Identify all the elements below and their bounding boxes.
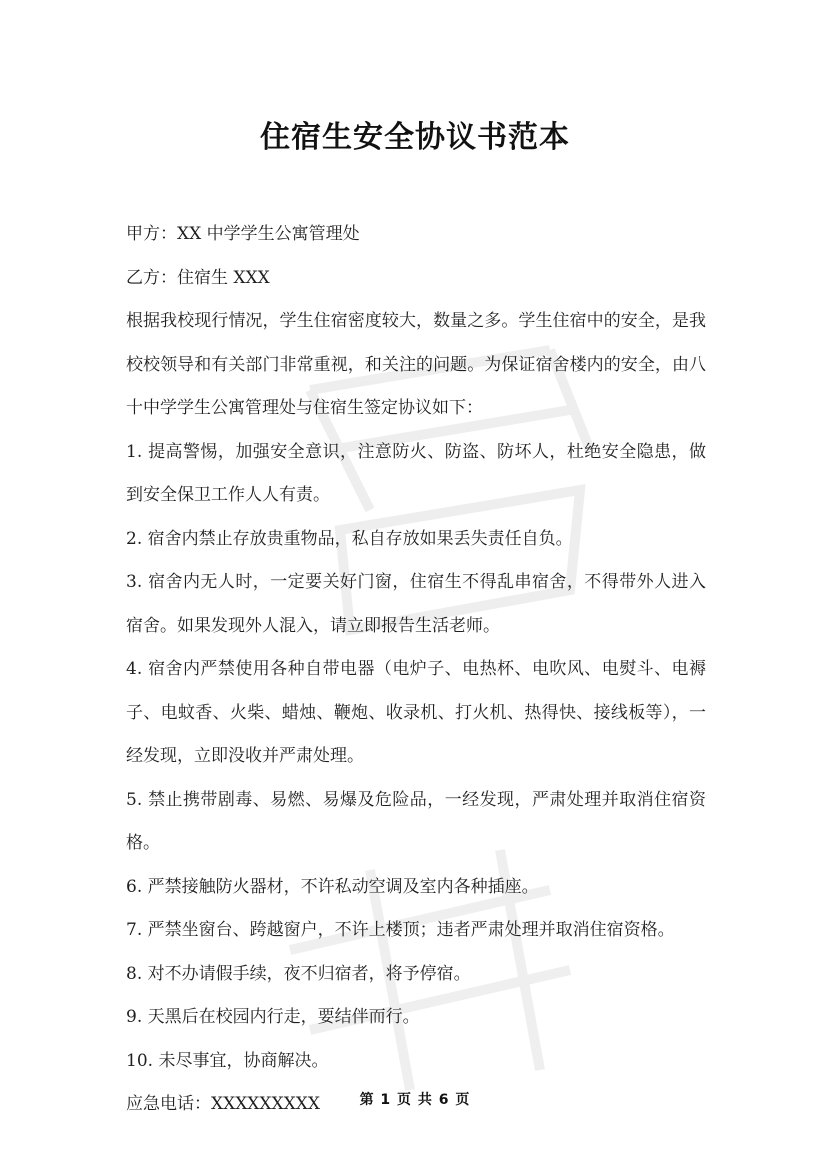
clause-8: 8. 对不办请假手续，夜不归宿者，将予停宿。 xyxy=(126,963,471,984)
clause-5: 5. 禁止携带剧毒、易燃、易爆及危险品，一经发现，严肃处理并取消住宿资格。 xyxy=(126,789,706,853)
clause-10: 10. 未尽事宜，协商解决。 xyxy=(126,1050,329,1071)
document-body xyxy=(126,213,706,1127)
page-number-footer: 第 1 页 共 6 页 xyxy=(359,1092,471,1108)
party-b-line: 乙方：住宿生 XXX xyxy=(126,267,270,288)
clause-1: 1. 提高警惕，加强安全意识，注意防火、防盗、防坏人，杜绝安全隐患，做到安全保卫工作人人有责。 xyxy=(126,441,706,505)
clause-3: 3. 宿舍内无人时，一定要关好门窗，住宿生不得乱串宿舍，不得带外人进入宿舍。如果发现外人混入，请立即报告生活老师。 xyxy=(126,572,706,636)
intro-paragraph: 根据我校现行情况，学生住宿密度较大，数量之多。学生住宿中的安全，是我校校领导和有关部门非常重视，和关注的问题。为保证宿舍楼内的安全，由八十中学学生公寓管理处与住宿生签定协议如下： xyxy=(126,311,706,418)
document-title: 住宿生安全协议书范本 xyxy=(260,120,570,155)
emergency-phone-line: 应急电话：XXXXXXXXX xyxy=(126,1094,320,1114)
clause-6: 6. 严禁接触防火器材，不许私动空调及室内各种插座。 xyxy=(126,876,539,897)
clause-7: 7. 严禁坐窗台、跨越窗户，不许上楼顶；违者严肃处理并取消住宿资格。 xyxy=(126,920,675,940)
clause-2: 2. 宿舍内禁止存放贵重物品，私自存放如果丢失责任自负。 xyxy=(126,528,573,549)
clause-4: 4. 宿舍内严禁使用各种自带电器（电炉子、电热杯、电吹风、电熨斗、电褥子、电蚊香、火柴、蜡烛、鞭炮、收录机、打火机、热得快、接线板等），一经发现，立即没收并严肃处理。 xyxy=(126,659,706,766)
party-a-line: 甲方：XX 中学学生公寓管理处 xyxy=(126,224,360,244)
clause-9: 9. 天黑后在校园内行走，要结伴而行。 xyxy=(126,1007,420,1027)
